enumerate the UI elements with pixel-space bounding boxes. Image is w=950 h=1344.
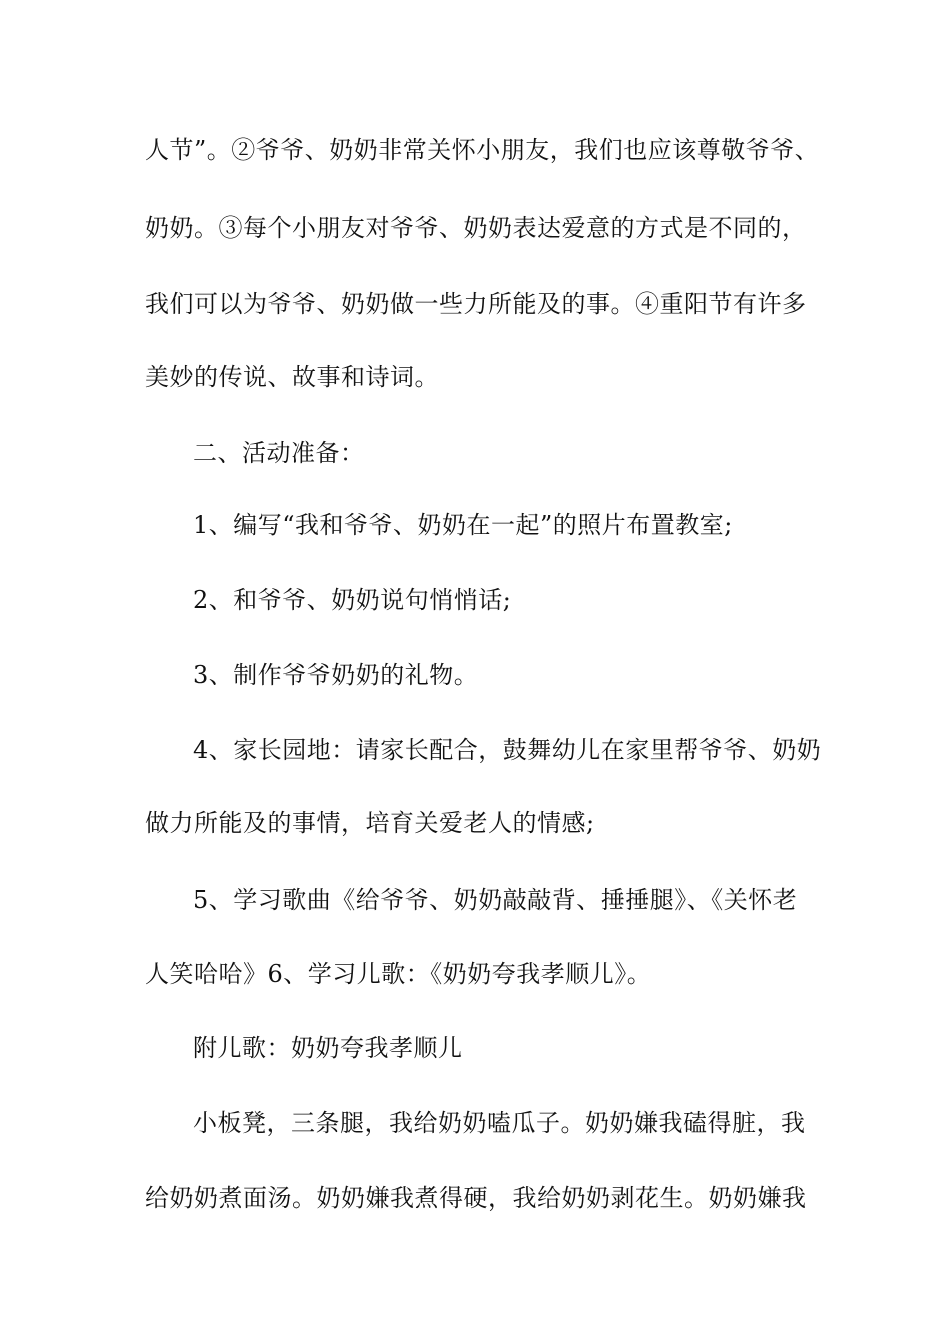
text-line: 奶奶。③每个小朋友对爷爷、奶奶表达爱意的方式是不同的，	[145, 214, 807, 242]
rhyme-title: 附儿歌：奶奶夸我孝顺儿	[193, 1034, 463, 1062]
text-line: 人节”。②爷爷、奶奶非常关怀小朋友，我们也应该尊敬爷爷、	[145, 136, 820, 164]
text-line: 做力所能及的事情，培育关爱老人的情感;	[145, 809, 595, 837]
list-item: 5、学习歌曲《给爷爷、奶奶敲敲背、捶捶腿》、《关怀老	[193, 886, 798, 914]
list-item: 4、家长园地：请家长配合，鼓舞幼儿在家里帮爷爷、奶奶	[193, 736, 822, 764]
section-heading: 二、活动准备：	[193, 439, 365, 467]
list-item: 3、制作爷爷奶奶的礼物。	[193, 661, 479, 689]
text-line: 给奶奶煮面汤。奶奶嫌我煮得硬，我给奶奶剥花生。奶奶嫌我	[145, 1184, 807, 1212]
list-item: 2、和爷爷、奶奶说句悄悄话;	[193, 586, 512, 614]
text-line: 人笑哈哈》6、学习儿歌：《奶奶夸我孝顺儿》。	[145, 960, 652, 988]
text-line: 小板凳，三条腿，我给奶奶嗑瓜子。奶奶嫌我磕得脏，我	[193, 1109, 806, 1137]
text-line: 美妙的传说、故事和诗词。	[145, 363, 439, 391]
list-item: 1、编写“我和爷爷、奶奶在一起”的照片布置教室;	[193, 511, 733, 539]
text-line: 我们可以为爷爷、奶奶做一些力所能及的事。④重阳节有许多	[145, 290, 807, 318]
